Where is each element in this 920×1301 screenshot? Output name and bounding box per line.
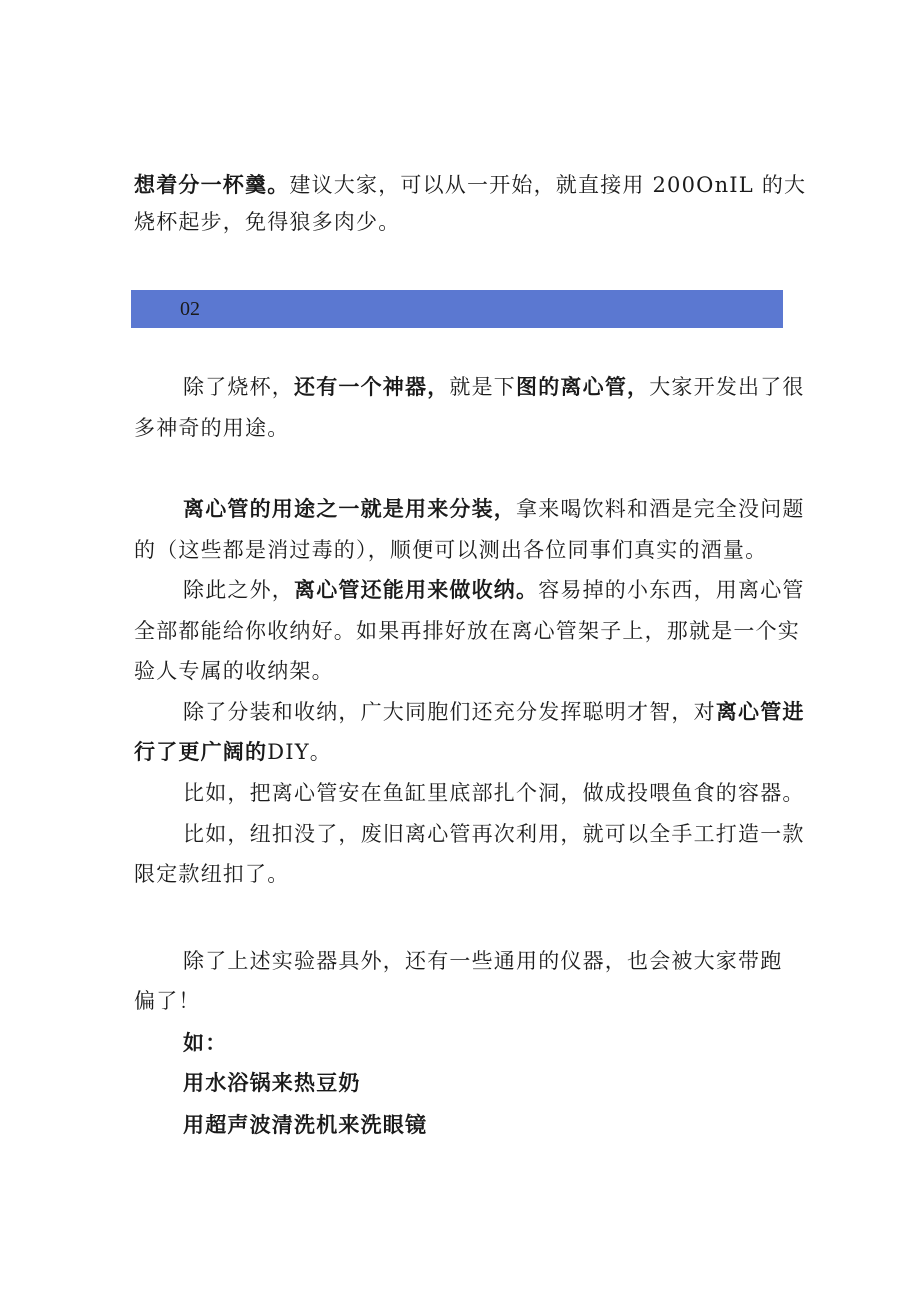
list-heading: 如： [183, 1030, 228, 1055]
paragraph-3-line-1 [183, 575, 805, 605]
intro-line-2: 烧杯起步，免得狼多肉少。 [134, 210, 401, 234]
paragraph-5-line-1: 比如，把离心管安在鱼缸里底部扎个洞，做成投喂鱼食的容器。 [183, 781, 805, 805]
paragraph-6-line-2: 限定款纽扣了。 [134, 862, 290, 886]
paragraph-6-line-1: 比如，纽扣没了，废旧离心管再次利用，就可以全手工打造一款 [183, 822, 805, 846]
p1-bold-d: 图的离心管， [516, 374, 650, 399]
paragraph-3-line-3: 验人专属的收纳架。 [134, 659, 334, 683]
paragraph-7-line-1: 除了上述实验器具外，还有一些通用的仪器，也会被大家带跑 [183, 949, 783, 973]
p3-bold-text: 离心管还能用来做收纳。 [294, 577, 539, 602]
p4-text-a: 除了分装和收纳，广大同胞们还充分发挥聪明才智，对 [183, 700, 716, 724]
p1-text-e: 大家开发出了很 [649, 375, 805, 399]
intro-text: 建议大家，可以从一开始，就直接用 200OnIL 的大 [289, 173, 807, 197]
p1-bold-b: 还有一个神器， [294, 374, 450, 399]
paragraph-1-line-1 [183, 372, 805, 402]
paragraph-4-line-2 [134, 737, 332, 767]
paragraph-2-line-1 [183, 494, 805, 524]
section-number: 02 [180, 298, 200, 320]
paragraph-3-line-2: 全部都能给你收纳好。如果再排好放在离心管架子上，那就是一个实 [134, 619, 800, 643]
p3-text-a: 除此之外， [183, 578, 294, 602]
p4-text-rest: DIY。 [267, 740, 332, 764]
paragraph-4-line-1 [183, 697, 805, 727]
p2-text: 拿来喝饮料和酒是完全没问题 [516, 497, 805, 521]
p2-bold-text: 离心管的用途之一就是用来分装， [183, 496, 516, 521]
paragraph-2-line-2: 的（这些都是消过毒的），顺便可以测出各位同事们真实的酒量。 [134, 538, 768, 562]
p3-text-rest: 容易掉的小东西，用离心管 [538, 578, 805, 602]
intro-line-1 [134, 170, 806, 200]
intro-bold-text: 想着分一杯羹。 [134, 172, 290, 197]
p4-bold-text-2: 行了更广阔的 [134, 739, 268, 764]
list-item: 用水浴锅来热豆奶 [183, 1070, 361, 1095]
paragraph-7-line-2: 偏了！ [134, 989, 201, 1013]
p1-text-c: 就是下 [449, 375, 517, 399]
p4-bold-text: 离心管进 [715, 699, 805, 724]
list-item: 用超声波清洗机来洗眼镜 [183, 1112, 428, 1137]
section-header-bar [131, 290, 783, 328]
p1-text-a: 除了烧杯， [183, 375, 294, 399]
paragraph-1-line-2: 多神奇的用途。 [134, 416, 290, 440]
